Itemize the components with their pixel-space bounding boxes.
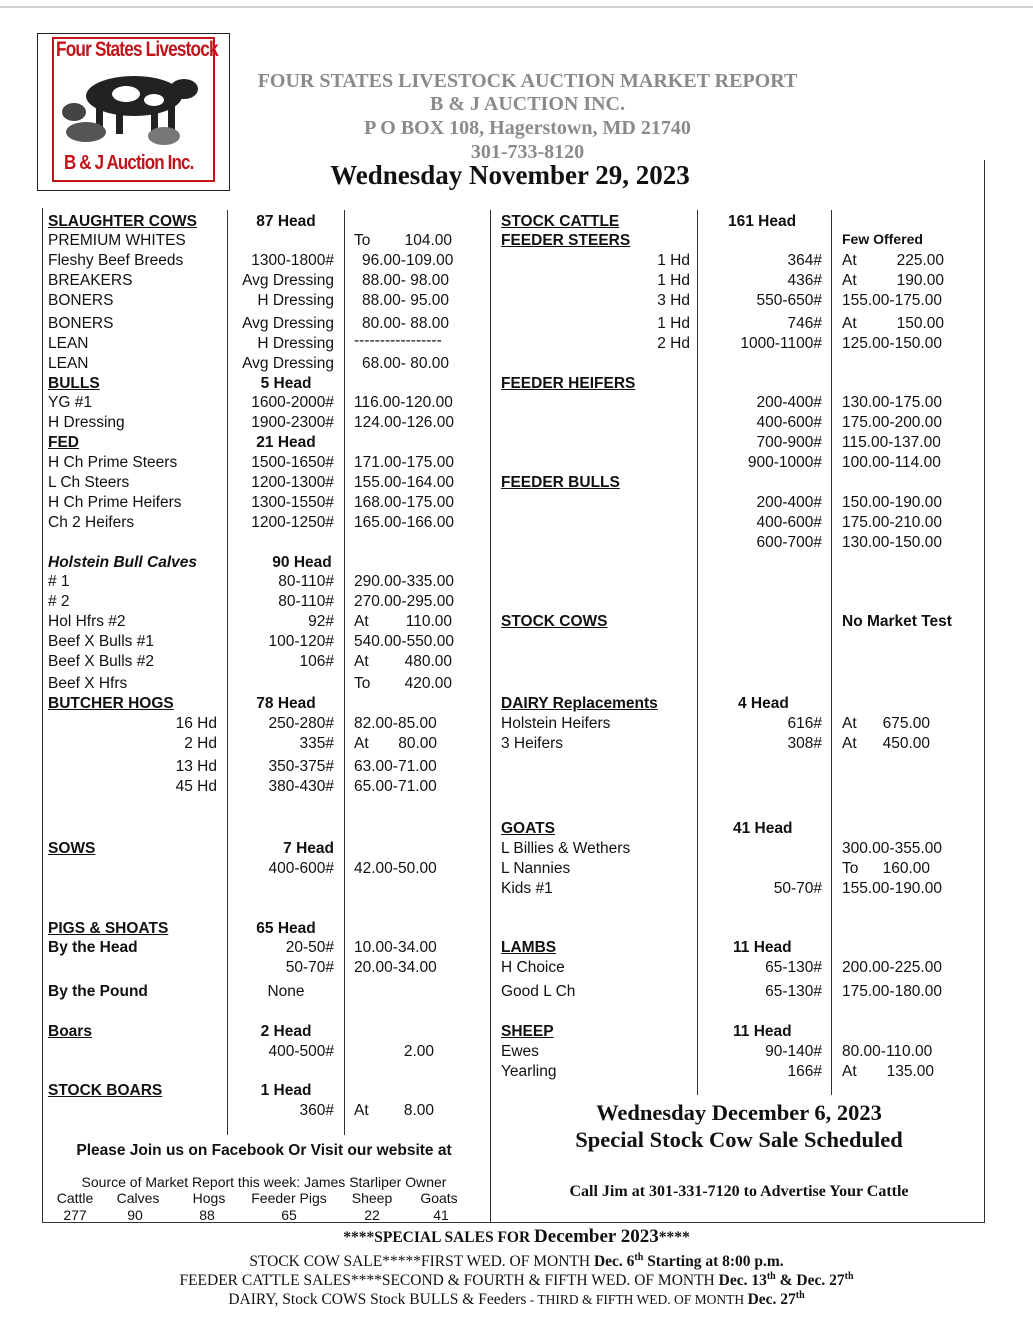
section-dairy-replacements: DAIRY Replacements [501, 695, 658, 712]
special-sales-title-prefix: ****SPECIAL SALES FOR [343, 1229, 535, 1246]
price-range: 130.00-175.00 [842, 394, 942, 411]
price-value: 80.00 [398, 735, 437, 752]
weight-range: 50-70# [773, 880, 822, 897]
col-divider-2 [344, 210, 345, 1135]
facebook-note: Please Join us on Facebook Or Visit our website at [76, 1142, 452, 1159]
head-count: 5 Head [260, 375, 312, 392]
section-stock-cows: STOCK COWS [501, 613, 608, 630]
price-value: 8.00 [403, 1102, 434, 1119]
sale-time: Starting at 8:00 p.m. [643, 1253, 784, 1271]
price-range: 63.00-71.00 [354, 758, 437, 775]
price-range: 155.00-164.00 [354, 474, 454, 491]
row-label: Kids #1 [501, 880, 553, 897]
price-range: 168.00-175.00 [354, 494, 454, 511]
price-range: 155.00-175.00 [842, 292, 942, 309]
price-value: 225.00 [896, 252, 944, 269]
price-range: 115.00-137.00 [842, 434, 941, 451]
weight-range: 700-900# [756, 434, 822, 451]
next-sale-date: Wednesday December 6, 2023 [596, 1100, 882, 1125]
section-feeder-heifers: FEEDER HEIFERS [501, 375, 636, 392]
row-label: H Dressing [48, 414, 125, 431]
row-label: # 1 [48, 573, 70, 590]
count-label: Sheep [351, 1190, 393, 1206]
price-range: 80.00-110.00 [842, 1043, 933, 1060]
weight-range: 400-600# [756, 414, 822, 431]
price-value: 480.00 [404, 653, 452, 670]
hog-head-count: 16 Hd [175, 715, 217, 732]
hog-head-count: 2 Hd [184, 735, 217, 752]
price-range: 540.00-550.00 [354, 633, 454, 650]
section-lambs: LAMBS [501, 939, 557, 956]
sale-date: Dec. 13 [718, 1272, 767, 1290]
section-boars: Boars [48, 1023, 92, 1040]
head-count: 7 Head [283, 840, 334, 857]
section-stock-boars: STOCK BOARS [48, 1082, 163, 1099]
no-market-test-note: No Market Test [842, 613, 952, 630]
weight-range: 100-120# [268, 633, 334, 650]
row-label: L Nannies [501, 860, 571, 877]
row-label: By the Pound [48, 983, 148, 1000]
row-label: Beef X Bulls #1 [48, 633, 154, 650]
count-label: Feeder Pigs [251, 1190, 327, 1206]
date-suffix: th [766, 1271, 776, 1282]
weight-range: None [267, 983, 305, 1000]
weight-range: 335# [299, 735, 334, 752]
row-label: PREMIUM WHITES [48, 232, 186, 249]
weight-range: 600-700# [756, 534, 822, 551]
price-range: 165.00-166.00 [354, 514, 454, 531]
report-title: FOUR STATES LIVESTOCK AUCTION MARKET REPORT [257, 70, 798, 92]
table-border-right [984, 160, 985, 1223]
price-range: 88.00- 98.00 [362, 272, 450, 289]
row-label: Beef X Hfrs [48, 675, 128, 692]
price-prefix: At [354, 613, 369, 630]
special-sales-month: December 2023 [534, 1226, 659, 1247]
weight-range: 1300-1550# [251, 494, 334, 511]
next-sale-title: Special Stock Cow Sale Scheduled [575, 1127, 903, 1152]
weight-range: 350-375# [268, 758, 334, 775]
weight-range: 65-130# [765, 983, 822, 1000]
report-source: Source of Market Report this week: James Starliper Owner [81, 1174, 447, 1190]
price-range: ----------------- [354, 332, 442, 349]
row-label: Ch 2 Heifers [48, 514, 135, 531]
weight-range: 80-110# [278, 593, 334, 610]
row-label: Beef X Bulls #2 [48, 653, 154, 670]
head-count: 11 Head [733, 939, 792, 956]
price-range: 10.00-34.00 [354, 939, 437, 956]
price-range: 175.00-180.00 [842, 983, 942, 1000]
section-slaughter-cows: SLAUGHTER COWS [48, 213, 197, 230]
price-value: 420.00 [404, 675, 452, 692]
head-count: 1 Hd [657, 252, 690, 269]
price-prefix: At [354, 653, 369, 670]
price-range: 125.00-150.00 [842, 335, 942, 352]
sale-date: Dec. 27 [747, 1291, 796, 1309]
weight-range: 90-140# [765, 1043, 822, 1060]
schedule-text: FEEDER CATTLE SALES****SECOND & FOURTH & FIFTH WED. OF MONTH [179, 1272, 719, 1290]
call-to-advertise: Call Jim at 301-331-7120 to Advertise Your Cattle [569, 1183, 909, 1200]
dairy-sale-line [0, 1286, 1033, 1309]
weight-range: 1300-1800# [251, 252, 334, 269]
price-range: 100.00-114.00 [842, 454, 941, 471]
head-count: 1 Hd [657, 272, 690, 289]
row-label: LEAN [48, 355, 89, 372]
logo-top-text: Four States Livestock [56, 38, 218, 61]
dressing-grade: H Dressing [257, 292, 334, 309]
schedule-text: - THIRD & FIFTH WED. OF MONTH [526, 1292, 748, 1308]
weight-range: 1500-1650# [251, 454, 334, 471]
price-value: 160.00 [882, 860, 930, 877]
weight-range: 400-600# [268, 860, 334, 877]
price-range: 200.00-225.00 [842, 959, 942, 976]
mailing-address: P O BOX 108, Hagerstown, MD 21740 [364, 117, 691, 139]
hog-head-count: 45 Hd [175, 778, 217, 795]
livestock-illustration-icon [56, 64, 211, 152]
company-name: B & J AUCTION INC. [429, 93, 626, 115]
weight-range: 616# [787, 715, 822, 732]
sale-date: Dec. 6 [593, 1253, 635, 1271]
price-prefix: At [354, 1102, 369, 1119]
head-count: 11 Head [733, 1023, 792, 1040]
section-stock-cattle: STOCK CATTLE [501, 213, 620, 230]
weight-range: 1200-1300# [251, 474, 334, 491]
section-goats: GOATS [501, 820, 555, 837]
price-range: 80.00- 88.00 [362, 315, 450, 332]
head-count: 2 Hd [657, 335, 690, 352]
dressing-grade: Avg Dressing [242, 315, 334, 332]
price-range: 171.00-175.00 [354, 454, 454, 471]
price-value: 110.00 [405, 613, 452, 630]
row-label: Yearling [501, 1063, 557, 1080]
head-count: 21 Head [256, 434, 316, 451]
weight-range: 400-600# [756, 514, 822, 531]
count-value: 41 [433, 1207, 449, 1223]
price-prefix: At [354, 735, 369, 752]
weight-range: 80-110# [278, 573, 334, 590]
price-value: 450.00 [882, 735, 930, 752]
price-range: 65.00-71.00 [354, 778, 437, 795]
head-count: 78 Head [256, 695, 316, 712]
weight-range: 200-400# [756, 494, 822, 511]
row-label: BONERS [48, 315, 114, 332]
weight-range: 400-500# [268, 1043, 334, 1060]
special-sales-title-suffix: **** [658, 1229, 690, 1246]
weight-range: 380-430# [268, 778, 334, 795]
price-range: 68.00- 80.00 [362, 355, 450, 372]
weight-range: 65-130# [765, 959, 822, 976]
row-label: LEAN [48, 335, 89, 352]
price-prefix: To [354, 675, 371, 692]
count-value: 22 [364, 1207, 380, 1223]
weight-range: 900-1000# [747, 454, 822, 471]
weight-range: 250-280# [268, 715, 334, 732]
head-count: 1 Hd [657, 315, 690, 332]
row-label: Fleshy Beef Breeds [48, 252, 184, 269]
row-label: BONERS [48, 292, 114, 309]
price-prefix: At [842, 735, 857, 752]
row-label: Hol Hfrs #2 [48, 613, 126, 630]
head-count: 87 Head [256, 213, 316, 230]
head-count: 3 Hd [657, 292, 690, 309]
weight-range: 106# [299, 653, 334, 670]
price-value: 135.00 [886, 1063, 934, 1080]
report-date: Wednesday November 29, 2023 [330, 160, 690, 190]
price-prefix: To [354, 232, 371, 249]
date-suffix: th [634, 1252, 644, 1263]
schedule-text: STOCK COW SALE*****FIRST WED. OF MONTH [249, 1253, 594, 1271]
price-range: 116.00-120.00 [354, 394, 453, 411]
price-value: 150.00 [896, 315, 944, 332]
price-prefix: At [842, 715, 857, 732]
price-value: 104.00 [404, 232, 452, 249]
price-prefix: At [842, 315, 857, 332]
weight-range: 1600-2000# [251, 394, 334, 411]
count-label: Calves [116, 1190, 160, 1206]
date-suffix: th [844, 1271, 854, 1282]
section-sows: SOWS [48, 840, 96, 857]
price-range: 82.00-85.00 [354, 715, 437, 732]
row-label: H Ch Prime Steers [48, 454, 178, 471]
section-butcher-hogs: BUTCHER HOGS [48, 695, 174, 712]
row-label: 3 Heifers [501, 735, 564, 752]
weight-range: 308# [787, 735, 822, 752]
price-range: 290.00-335.00 [354, 573, 454, 590]
top-divider [0, 6, 1033, 8]
row-label: H Ch Prime Heifers [48, 494, 182, 511]
head-count: 4 Head [738, 695, 789, 712]
price-prefix: At [842, 252, 857, 269]
logo-bottom-text: B & J Auction Inc. [64, 152, 194, 174]
row-label: YG #1 [48, 394, 92, 411]
price-value: 675.00 [882, 715, 930, 732]
weight-range: 92# [308, 613, 334, 630]
section-sheep: SHEEP [501, 1023, 554, 1040]
section-fed: FED [48, 434, 79, 451]
section-bulls: BULLS [48, 375, 100, 392]
schedule-text: DAIRY, Stock COWS Stock BULLS & Feeders [228, 1291, 527, 1309]
dressing-grade: Avg Dressing [242, 355, 334, 372]
phone-number: 301-733-8120 [470, 141, 585, 163]
count-value: 65 [281, 1207, 297, 1223]
col-divider-3 [697, 210, 698, 1095]
price-range: 300.00-355.00 [842, 840, 942, 857]
row-label: Ewes [501, 1043, 539, 1060]
count-value: 277 [63, 1207, 87, 1223]
section-pigs-shoats: PIGS & SHOATS [48, 920, 169, 937]
row-label: By the Head [48, 939, 138, 956]
date-suffix: th [795, 1290, 805, 1301]
col-divider-center [490, 210, 491, 1222]
row-label: L Billies & Wethers [501, 840, 631, 857]
price-range: 42.00-50.00 [354, 860, 437, 877]
head-count: 90 Head [272, 554, 332, 571]
sale-date: & Dec. 27 [775, 1272, 845, 1290]
count-label: Goats [420, 1190, 458, 1206]
price-prefix: At [842, 272, 857, 289]
section-feeder-bulls: FEEDER BULLS [501, 474, 620, 491]
count-label: Hogs [192, 1190, 226, 1206]
dressing-grade: H Dressing [257, 335, 334, 352]
dressing-grade: Avg Dressing [242, 272, 334, 289]
weight-range: 364# [787, 252, 822, 269]
price-range: 20.00-34.00 [354, 959, 437, 976]
price-range: 96.00-109.00 [362, 252, 454, 269]
weight-range: 1000-1100# [740, 335, 822, 352]
price-prefix: At [842, 1063, 857, 1080]
weight-range: 436# [787, 272, 822, 289]
head-count: 41 Head [733, 820, 793, 837]
section-holstein-bull-calves: Holstein Bull Calves [48, 554, 198, 571]
head-count: 1 Head [260, 1082, 312, 1099]
price-range: 270.00-295.00 [354, 593, 454, 610]
special-sales-title [0, 1227, 1033, 1247]
row-label: Holstein Heifers [501, 715, 611, 732]
hog-head-count: 13 Hd [175, 758, 217, 775]
price-range: 155.00-190.00 [842, 880, 942, 897]
price-value: 190.00 [896, 272, 944, 289]
weight-range: 746# [787, 315, 822, 332]
row-label: # 2 [48, 593, 70, 610]
head-count: 2 Head [260, 1023, 312, 1040]
price-range: 130.00-150.00 [842, 534, 942, 551]
section-feeder-steers: FEEDER STEERS [501, 232, 631, 249]
table-border-left [42, 208, 43, 1223]
col-divider-4 [831, 210, 832, 1095]
row-label: L Ch Steers [48, 474, 130, 491]
price-range: 88.00- 95.00 [362, 292, 450, 309]
weight-range: 50-70# [285, 959, 334, 976]
count-value: 90 [127, 1207, 143, 1223]
weight-range: 360# [299, 1102, 334, 1119]
row-label: BREAKERS [48, 272, 133, 289]
row-label: H Choice [501, 959, 565, 976]
price-value: 2.00 [403, 1043, 434, 1060]
price-prefix: To [842, 860, 859, 877]
row-label: Good L Ch [501, 983, 576, 1000]
price-range: 175.00-200.00 [842, 414, 942, 431]
weight-range: 20-50# [285, 939, 334, 956]
weight-range: 200-400# [756, 394, 822, 411]
weight-range: 166# [787, 1063, 822, 1080]
logo [37, 33, 230, 191]
price-range: 150.00-190.00 [842, 494, 942, 511]
count-value: 88 [199, 1207, 215, 1223]
few-offered-note: Few Offered [842, 231, 923, 247]
weight-range: 550-650# [756, 292, 822, 309]
count-label: Cattle [56, 1190, 94, 1206]
weight-range: 1900-2300# [251, 414, 334, 431]
price-range: 175.00-210.00 [842, 514, 942, 531]
head-count: 161 Head [728, 213, 797, 230]
head-count: 65 Head [256, 920, 316, 937]
price-range: 124.00-126.00 [354, 414, 454, 431]
weight-range: 1200-1250# [251, 514, 334, 531]
